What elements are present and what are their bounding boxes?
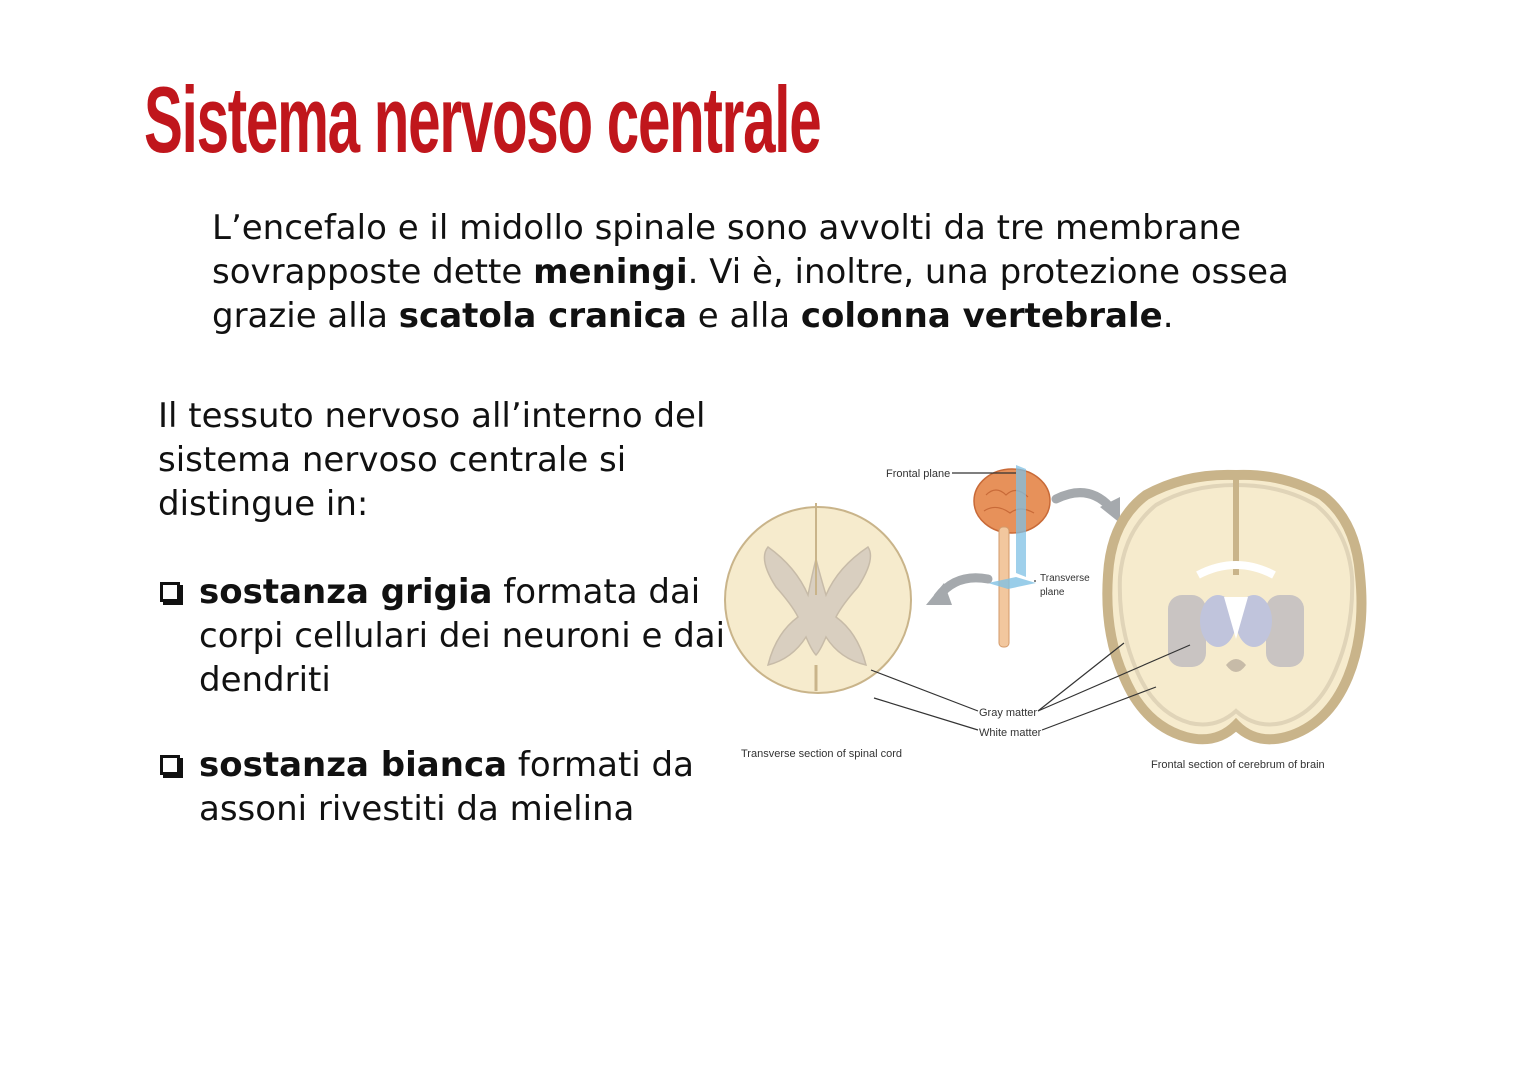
spinal-cord-caption: Transverse section of spinal cord — [741, 748, 902, 760]
list-item-gray-matter — [158, 570, 728, 702]
tissue-intro-text: Il tessuto nervoso all’interno del sistema nervoso centrale si distingue in: — [158, 396, 706, 524]
cns-sections-diagram — [716, 455, 1376, 785]
intro-text-3: e alla — [687, 296, 801, 336]
page-title: Sistema nervoso centrale — [144, 67, 821, 172]
gray-matter-description: formata dai corpi cellulari dei neuroni e dai dendriti — [199, 572, 726, 700]
term-sostanza-grigia: sostanza grigia — [199, 572, 493, 612]
frontal-plane-label: Frontal plane — [886, 468, 951, 480]
brain-frontal-section — [1107, 475, 1361, 739]
term-colonna-vertebrale: colonna vertebrale — [800, 296, 1163, 336]
gray-matter-label: Gray matter — [979, 707, 1038, 719]
curved-arrow-icon — [1056, 493, 1120, 523]
spinal-cord-section — [725, 503, 911, 693]
intro-text-2: . Vi è, inoltre, una protezione ossea grazie alla — [212, 252, 1289, 336]
intro-paragraph — [212, 206, 1312, 338]
transverse-plane-label-1: Transverse — [1040, 573, 1090, 584]
intro-text-1: L’encefalo e il midollo spinale sono avvolti da tre membrane sovrapposte dette — [212, 208, 1241, 292]
checkbox-bullet-icon — [160, 582, 180, 602]
brain-section-caption: Frontal section of cerebrum of brain — [1151, 759, 1325, 771]
term-sostanza-bianca: sostanza bianca — [199, 745, 508, 785]
term-scatola-cranica: scatola cranica — [398, 296, 687, 336]
curved-arrow-icon — [926, 578, 988, 605]
list-item-white-matter — [158, 743, 728, 831]
term-meningi: meningi — [533, 252, 688, 292]
checkbox-bullet-icon — [160, 755, 180, 775]
transverse-plane-label-2: plane — [1040, 587, 1065, 598]
intro-text-4: . — [1162, 296, 1174, 336]
white-matter-description: formati da assoni rivestiti da mielina — [199, 745, 694, 829]
white-matter-label: White matter — [979, 727, 1042, 739]
brain-planes-illustration — [974, 465, 1050, 647]
